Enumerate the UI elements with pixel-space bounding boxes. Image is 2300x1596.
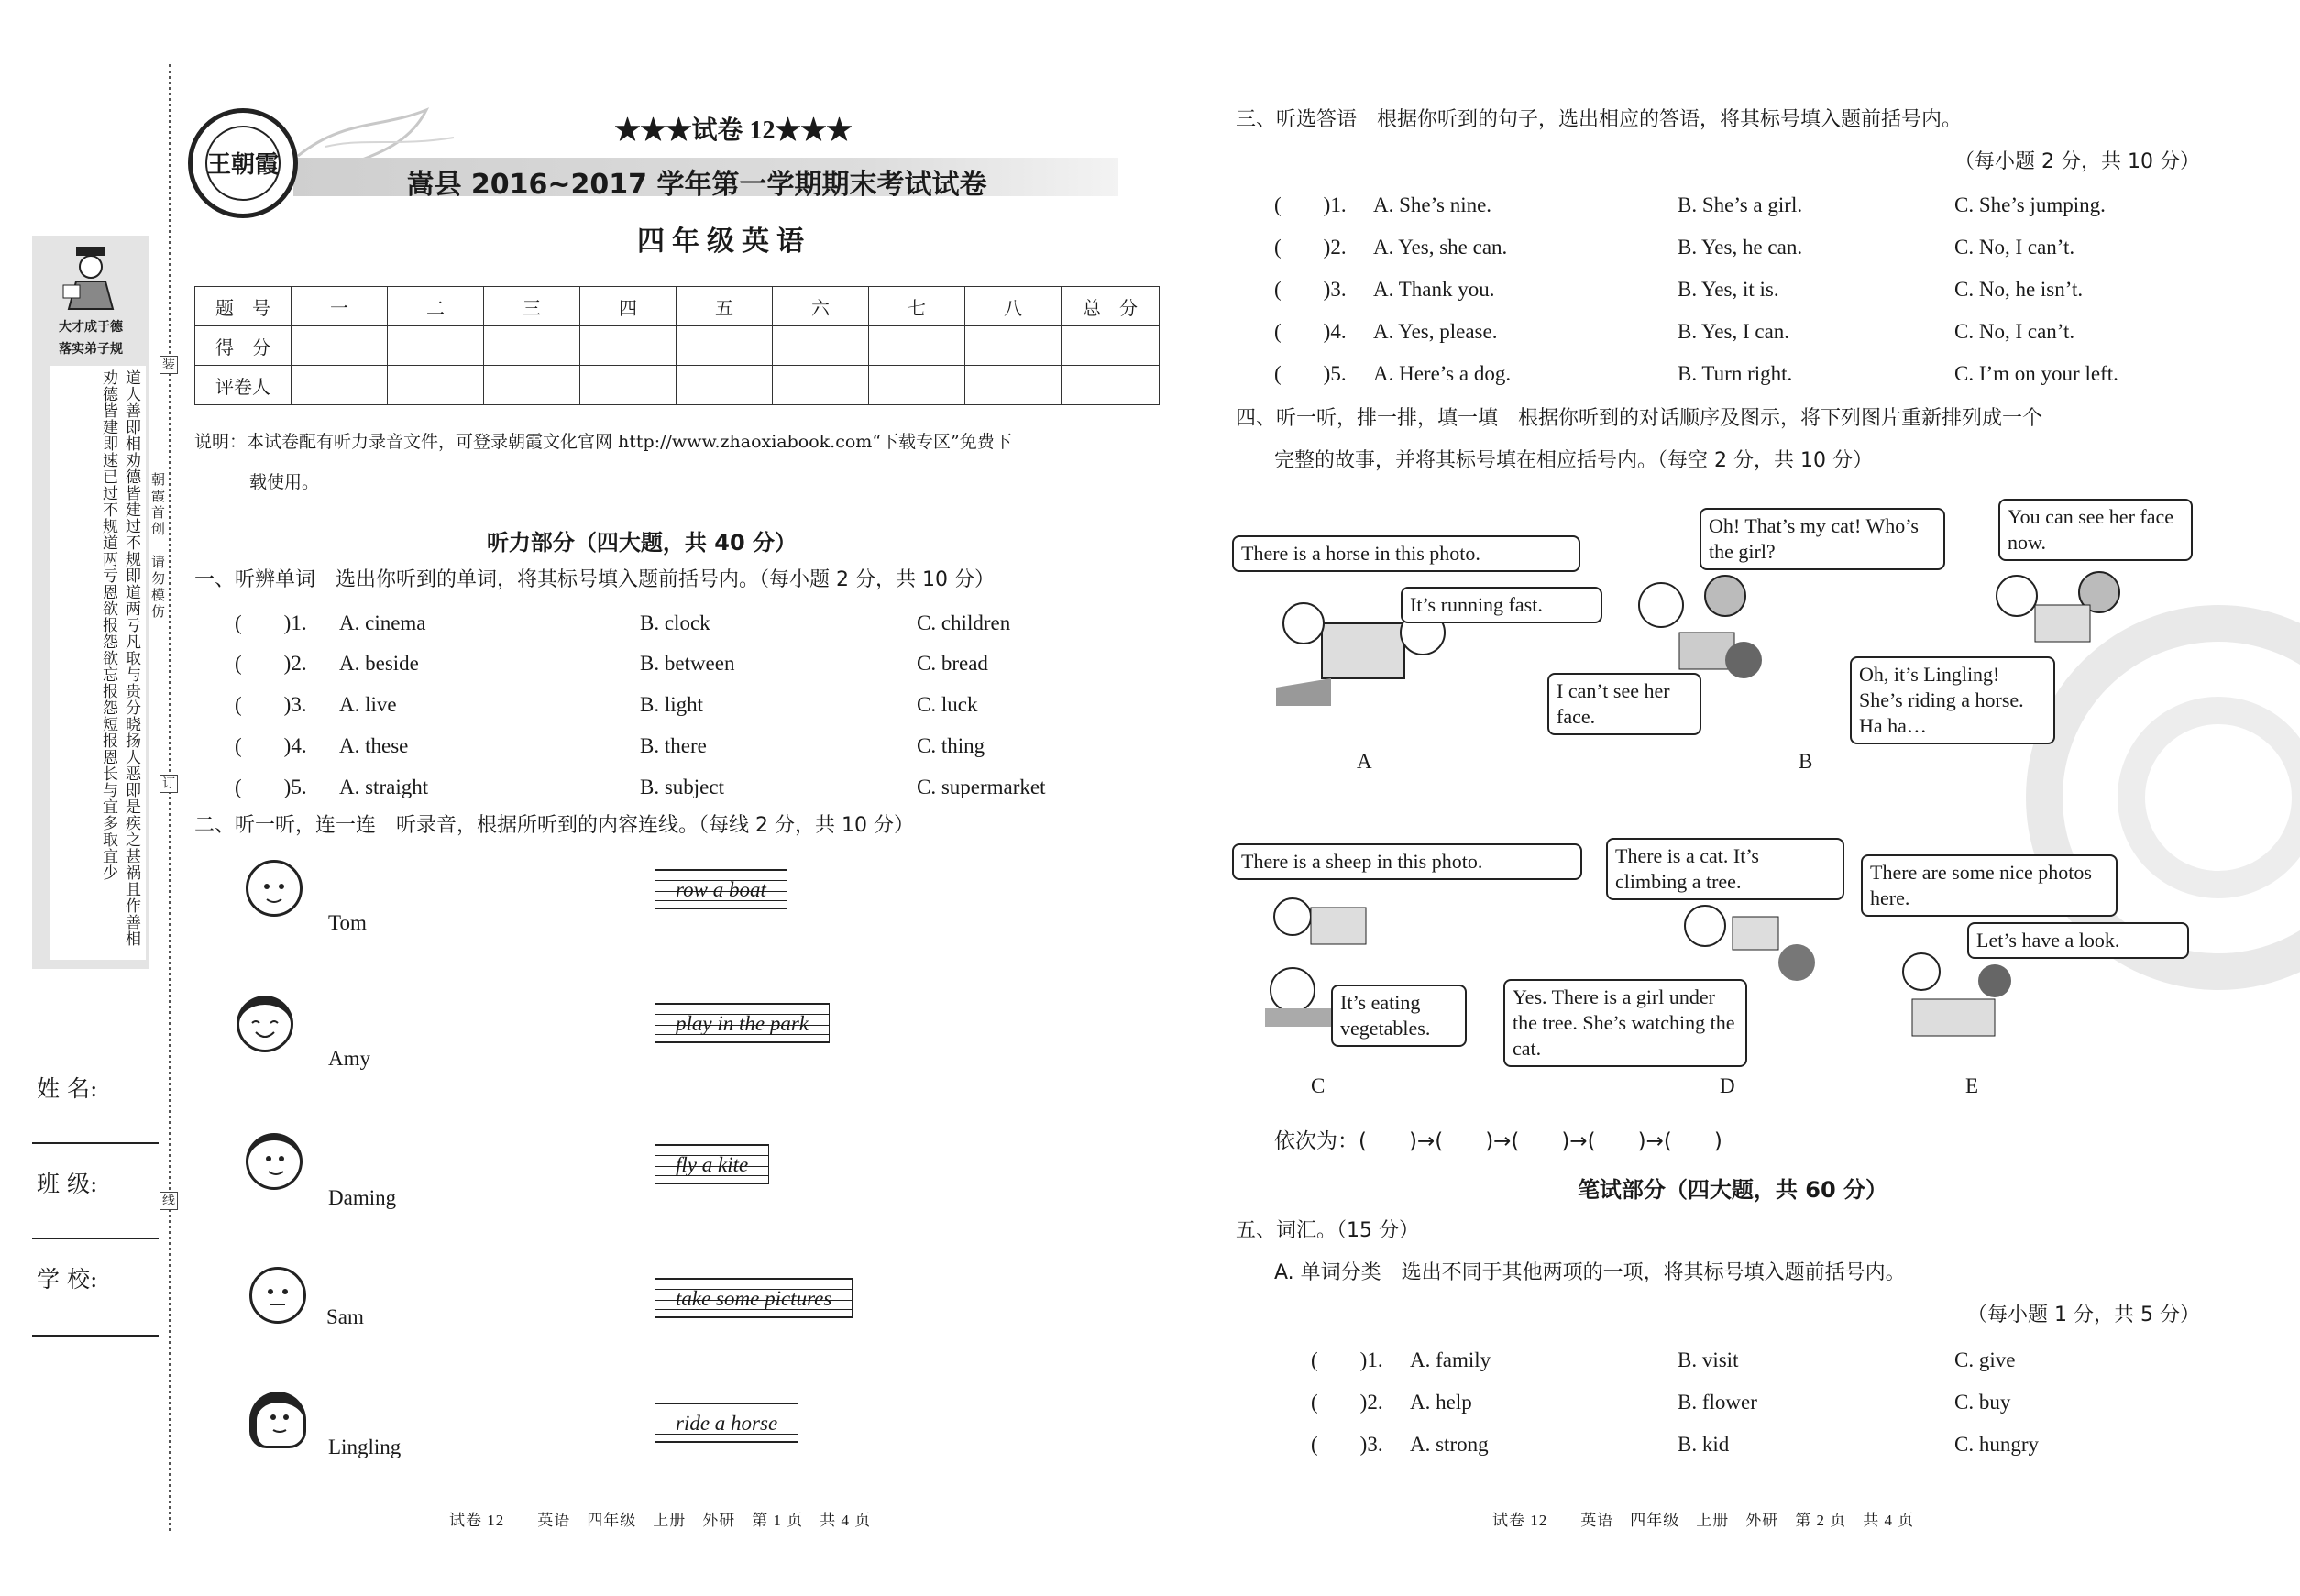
option-a: A. She’s nine. (1373, 193, 1492, 216)
score-cell[interactable] (869, 326, 965, 366)
scene-e-illustration (1894, 944, 2022, 1045)
option-b: B. She’s a girl. (1678, 193, 1803, 216)
score-table (194, 286, 1160, 405)
answer-bracket[interactable]: ( )4. (1274, 320, 1347, 343)
kid-name-label: Tom (328, 911, 367, 934)
question-row (1236, 271, 2207, 308)
option-b: B. there (640, 734, 707, 757)
option-b: B. Yes, I can. (1678, 320, 1790, 343)
speech-bubble-b4: Oh, it’s Lingling! She’s riding a horse. Ha ha… (1850, 656, 2055, 744)
option-c: C. No, I can’t. (1954, 236, 2075, 259)
option-a: A. straight (339, 776, 429, 798)
option-b: B. flower (1678, 1391, 1757, 1414)
section-4-title-2: 完整的故事，并将其标号填在相应括号内。（每空 2 分，共 10 分） (1274, 449, 1873, 472)
answer-bracket[interactable]: ( )3. (1311, 1433, 1383, 1456)
picture-label-e: E (1965, 1074, 1979, 1097)
option-b: B. light (640, 693, 704, 716)
subject-title: 四年级英语 (637, 226, 811, 258)
option-c: C. thing (917, 734, 985, 757)
written-section-title: 笔试部分（四大题，共 60 分） (1577, 1177, 1888, 1203)
score-cell[interactable] (773, 326, 869, 366)
speech-bubble-b3: You can see her face now. (1998, 499, 2193, 561)
section-5-score: （每小题 1 分，共 5 分） (1967, 1304, 2200, 1326)
option-b: B. kid (1678, 1433, 1730, 1456)
option-c: C. hungry (1954, 1433, 2039, 1456)
copyright-note: 朝霞首创 请勿模仿 (149, 472, 166, 621)
speech-bubble-d2: Yes. There is a girl under the tree. She’s watching the cat. (1503, 979, 1747, 1067)
score-cell[interactable] (965, 366, 1062, 405)
option-c: C. I’m on your left. (1954, 362, 2118, 385)
speech-bubble-e1: There are some nice photos here. (1861, 854, 2118, 917)
class-label: 班 级: (37, 1171, 98, 1197)
score-header-cell: 八 (965, 287, 1062, 326)
section-5-list (1272, 1342, 2207, 1470)
answer-bracket[interactable]: ( )2. (1274, 236, 1347, 259)
option-a: A. Here’s a dog. (1373, 362, 1512, 385)
score-table-header-row (195, 287, 1160, 326)
motto-title (38, 316, 144, 360)
option-b: B. between (640, 652, 735, 675)
speech-bubble-b2: I can’t see her face. (1547, 673, 1701, 735)
score-header-cell: 总 分 (1062, 287, 1160, 326)
binding-line (169, 64, 171, 1531)
score-cell[interactable] (292, 326, 388, 366)
option-a: A. beside (339, 652, 419, 675)
motto-text: 道人善即相劝德皆建过不规即道两亏凡取与贵分晓扬人恶即是疾之甚祸且作善相劝德皆建即速已过不规道两亏恩欲报怨欲忘报怨短报恩长与宜多取宜少 (50, 366, 146, 960)
option-a: A. Yes, she can. (1373, 236, 1508, 259)
option-a: A. live (339, 693, 397, 716)
scene-b2-illustration (1980, 559, 2136, 669)
phrase-box[interactable]: fly a kite (655, 1144, 769, 1184)
order-answer-line[interactable]: 依次为：( )→( )→( )→( )→( ) (1274, 1129, 1722, 1153)
option-c: C. buy (1954, 1391, 2011, 1414)
note-line-1: 说明：本试卷配有听力录音文件，可登录朝霞文化官网 http://www.zhaoxiabook.com“下载专区”免费下 (194, 432, 1012, 452)
question-row (194, 687, 1148, 723)
picture-label-d: D (1720, 1074, 1735, 1097)
score-row-label: 得 分 (195, 326, 292, 366)
option-c: C. No, I can’t. (1954, 320, 2075, 343)
score-header-cell: 五 (677, 287, 773, 326)
answer-bracket[interactable]: ( )1. (235, 611, 307, 634)
question-row (194, 769, 1148, 806)
kid-lingling[interactable] (249, 1392, 402, 1458)
section-3-list (1236, 187, 2207, 398)
page-footer-left: 试卷 12 英语 四年级 上册 外研 第 1 页 共 4 页 (449, 1512, 872, 1529)
option-a: A. cinema (339, 611, 426, 634)
picture-label-b: B (1799, 750, 1813, 773)
score-cell[interactable] (388, 366, 484, 405)
kid-face-icon (249, 1392, 306, 1448)
binding-label-2: 订 (160, 775, 178, 793)
section-3-score: （每小题 2 分，共 10 分） (1954, 150, 2200, 173)
option-a: A. Thank you. (1373, 278, 1495, 301)
score-cell[interactable] (292, 366, 388, 405)
option-b: B. Turn right. (1678, 362, 1793, 385)
instructions-note (194, 422, 1157, 502)
section-4-title-1: 四、听一听，排一排，填一填 根据你听到的对话顺序及图示，将下列图片重新排列成一个 (1236, 407, 2043, 430)
kid-amy[interactable] (237, 996, 370, 1070)
picture-label-a: A (1357, 750, 1372, 773)
score-cell[interactable] (580, 326, 677, 366)
option-c: C. supermarket (917, 776, 1046, 798)
score-header-cell: 二 (388, 287, 484, 326)
motto-title-line-1: 大才成于德 (59, 320, 123, 335)
option-c: C. No, he isn’t. (1954, 278, 2084, 301)
score-header-cell: 一 (292, 287, 388, 326)
kid-face-icon (237, 996, 293, 1052)
kid-face-icon (249, 1267, 306, 1324)
option-c: C. luck (917, 693, 978, 716)
publisher-logo (188, 108, 298, 218)
score-table-row (195, 326, 1160, 366)
option-b: B. Yes, it is. (1678, 278, 1779, 301)
motto-title-line-2: 落实弟子规 (59, 342, 123, 357)
question-row (194, 728, 1148, 765)
answer-bracket[interactable]: ( )3. (1274, 278, 1347, 301)
answer-bracket[interactable]: ( )5. (235, 776, 307, 798)
score-table-row (195, 366, 1160, 405)
question-row (1272, 1342, 2207, 1379)
option-b: B. Yes, he can. (1678, 236, 1803, 259)
section-1-title: 一、听辨单词 选出你听到的单词，将其标号填入题前括号内。（每小题 2 分，共 10 分） (194, 568, 995, 591)
speech-bubble-a2: It’s running fast. (1401, 587, 1602, 623)
option-b: B. subject (640, 776, 724, 798)
score-cell[interactable] (773, 366, 869, 405)
speech-bubble-a1: There is a horse in this photo. (1232, 535, 1580, 572)
name-field[interactable] (32, 1142, 159, 1144)
answer-bracket[interactable]: ( )2. (1311, 1391, 1383, 1414)
score-header-cell: 六 (773, 287, 869, 326)
section-2-title: 二、听一听，连一连 听录音，根据所听到的内容连线。（每线 2 分，共 10 分） (194, 814, 914, 837)
phrase-box[interactable]: ride a horse (655, 1403, 798, 1443)
option-a: A. Yes, please. (1373, 320, 1498, 343)
score-header-cell: 七 (869, 287, 965, 326)
answer-bracket[interactable]: ( )1. (1311, 1348, 1383, 1371)
speech-bubble-c1: There is a sheep in this photo. (1232, 843, 1582, 880)
phrase-box[interactable]: take some pictures (655, 1278, 853, 1318)
speech-bubble-e2: Let’s have a look. (1967, 922, 2189, 959)
speech-bubble-d1: There is a cat. It’s climbing a tree. (1606, 838, 1844, 900)
binding-label-1: 装 (160, 356, 178, 374)
answer-bracket[interactable]: ( )3. (235, 693, 307, 716)
score-cell[interactable] (869, 366, 965, 405)
option-b: B. clock (640, 611, 710, 634)
option-c: C. children (917, 611, 1011, 634)
paper-tag: ★★★试卷 12★★★ (614, 116, 853, 145)
option-a: A. help (1410, 1391, 1472, 1414)
score-cell[interactable] (484, 326, 580, 366)
score-cell[interactable] (677, 366, 773, 405)
score-row-label: 评卷人 (195, 366, 292, 405)
logo-text: 王朝霞 (205, 126, 281, 201)
section-3-title: 三、听选答语 根据你听到的句子，选出相应的答语，将其标号填入题前括号内。 (1236, 108, 1963, 131)
speech-bubble-b1: Oh! That’s my cat! Who’s the girl? (1700, 508, 1945, 570)
question-row (1236, 314, 2207, 350)
kid-face-icon (246, 860, 303, 917)
score-cell[interactable] (677, 326, 773, 366)
picture-label-c: C (1311, 1074, 1326, 1097)
question-row (1236, 356, 2207, 392)
note-line-2: 载使用。 (249, 472, 320, 492)
option-b: B. visit (1678, 1348, 1739, 1371)
answer-bracket[interactable]: ( )2. (235, 652, 307, 675)
question-row (1236, 229, 2207, 266)
question-row (1236, 187, 2207, 224)
name-label: 姓 名: (37, 1075, 98, 1102)
school-label: 学 校: (37, 1266, 98, 1293)
kid-name-label: Amy (328, 1047, 370, 1070)
kid-name-label: Sam (326, 1305, 364, 1328)
section-5-title: 五、词汇。（15 分） (1236, 1219, 1419, 1242)
exam-title: 嵩县 2016~2017 学年第一学期期末考试试卷 (406, 169, 987, 201)
answer-bracket[interactable]: ( )5. (1274, 362, 1347, 385)
option-c: C. bread (917, 652, 988, 675)
score-cell[interactable] (580, 366, 677, 405)
kid-face-icon (246, 1133, 303, 1190)
kid-daming[interactable] (246, 1133, 397, 1209)
score-cell[interactable] (484, 366, 580, 405)
option-c: C. give (1954, 1348, 2016, 1371)
question-row (1272, 1426, 2207, 1463)
score-cell[interactable] (1062, 366, 1160, 405)
phrase-box[interactable]: row a boat (655, 869, 787, 909)
class-field[interactable] (32, 1238, 159, 1239)
kid-name-label: Daming (328, 1186, 397, 1209)
option-a: A. these (339, 734, 409, 757)
kid-sam[interactable] (249, 1267, 364, 1328)
kid-tom[interactable] (246, 860, 367, 934)
kid-name-label: Lingling (328, 1436, 402, 1458)
answer-bracket[interactable]: ( )4. (235, 734, 307, 757)
section-5-sub-a: A. 单词分类 选出不同于其他两项的一项，将其标号填入题前括号内。 (1274, 1261, 1906, 1284)
question-row (194, 605, 1148, 642)
answer-bracket[interactable]: ( )1. (1274, 193, 1347, 216)
school-field[interactable] (32, 1335, 159, 1337)
score-header-cell: 四 (580, 287, 677, 326)
motto-panel (32, 236, 149, 969)
option-a: A. strong (1410, 1433, 1489, 1456)
page-footer-right: 试卷 12 英语 四年级 上册 外研 第 2 页 共 4 页 (1492, 1512, 1915, 1529)
question-row (1272, 1384, 2207, 1421)
score-header-cell: 三 (484, 287, 580, 326)
scholar-illustration (60, 245, 122, 311)
phrase-box[interactable]: play in the park (655, 1003, 830, 1043)
score-cell[interactable] (1062, 326, 1160, 366)
option-a: A. family (1410, 1348, 1491, 1371)
score-cell[interactable] (965, 326, 1062, 366)
score-cell[interactable] (388, 326, 484, 366)
question-row (194, 645, 1148, 682)
score-header-cell: 题 号 (195, 287, 292, 326)
binding-label-3: 线 (160, 1192, 178, 1210)
speech-bubble-c2: It’s eating vegetables. (1331, 985, 1467, 1047)
option-c: C. She’s jumping. (1954, 193, 2106, 216)
listening-section-title: 听力部分（四大题，共 40 分） (486, 530, 798, 556)
watermark-seal-inner (2118, 697, 2300, 898)
